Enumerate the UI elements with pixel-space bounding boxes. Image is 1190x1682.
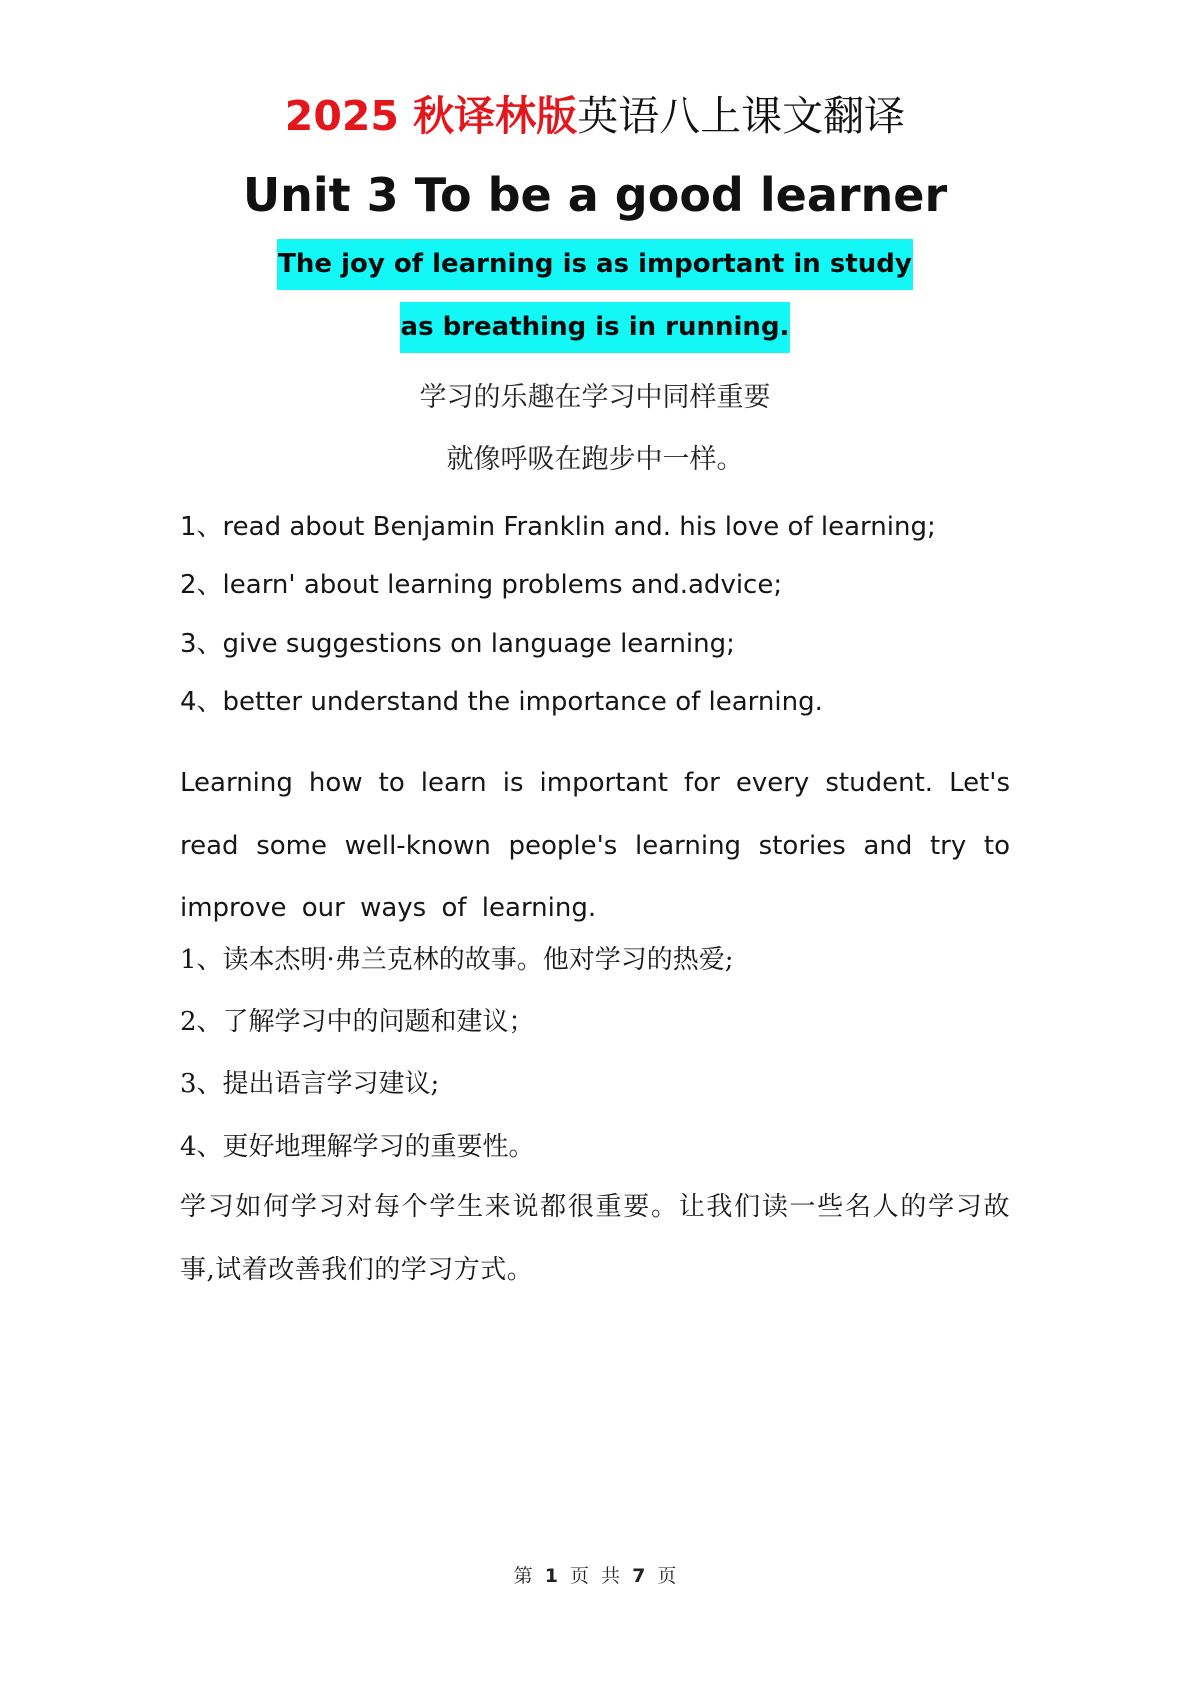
motto-highlight-1: The joy of learning is as important in study bbox=[277, 239, 913, 290]
motto-translation-1: 学习的乐趣在学习中同样重要 bbox=[419, 382, 771, 413]
intro-paragraph-cn: 学习如何学习对每个学生来说都很重要。让我们读一些名人的学习故事,试着改善我们的学习方式。 bbox=[180, 1192, 1010, 1285]
objective-cn-4: 4、更好地理解学习的重要性。 bbox=[180, 1132, 535, 1162]
motto-line-1 bbox=[0, 239, 1190, 290]
footer-page-number: 1 bbox=[544, 1565, 558, 1587]
objective-en-3: 3、give suggestions on language learning; bbox=[180, 629, 735, 659]
objective-cn-2: 2、了解学习中的问题和建议； bbox=[180, 1007, 535, 1037]
motto-highlight-2: as breathing is in running. bbox=[400, 302, 791, 353]
objective-cn-3: 3、提出语言学习建议; bbox=[180, 1069, 440, 1099]
unit-title: Unit 3 To be a good learner bbox=[242, 168, 948, 222]
footer-middle: 页 共 bbox=[569, 1565, 621, 1587]
page-footer bbox=[0, 1563, 1190, 1589]
footer-total-pages: 7 bbox=[632, 1565, 646, 1587]
motto-translation-2: 就像呼吸在跑步中一样。 bbox=[446, 444, 744, 475]
footer-prefix: 第 bbox=[513, 1565, 533, 1587]
motto-line-2 bbox=[0, 302, 1190, 353]
objective-en-4: 4、better understand the importance of learning. bbox=[180, 687, 823, 717]
title-black-part: 英语八上课文翻译 bbox=[577, 92, 906, 140]
document-title bbox=[0, 86, 1190, 146]
title-red-part: 2025 秋译林版 bbox=[284, 92, 578, 140]
objective-en-2: 2、learn' about learning problems and.advice; bbox=[180, 570, 783, 600]
footer-suffix: 页 bbox=[657, 1565, 677, 1587]
objective-cn-1: 1、读本杰明·弗兰克林的故事。他对学习的热爱; bbox=[180, 945, 734, 975]
objective-en-1: 1、read about Benjamin Franklin and. his love of learning; bbox=[180, 512, 936, 542]
intro-paragraph-en: Learning how to learn is important for every student. Let's read some well-known people's learning stories and try to improve our ways of learning. bbox=[180, 768, 1010, 923]
